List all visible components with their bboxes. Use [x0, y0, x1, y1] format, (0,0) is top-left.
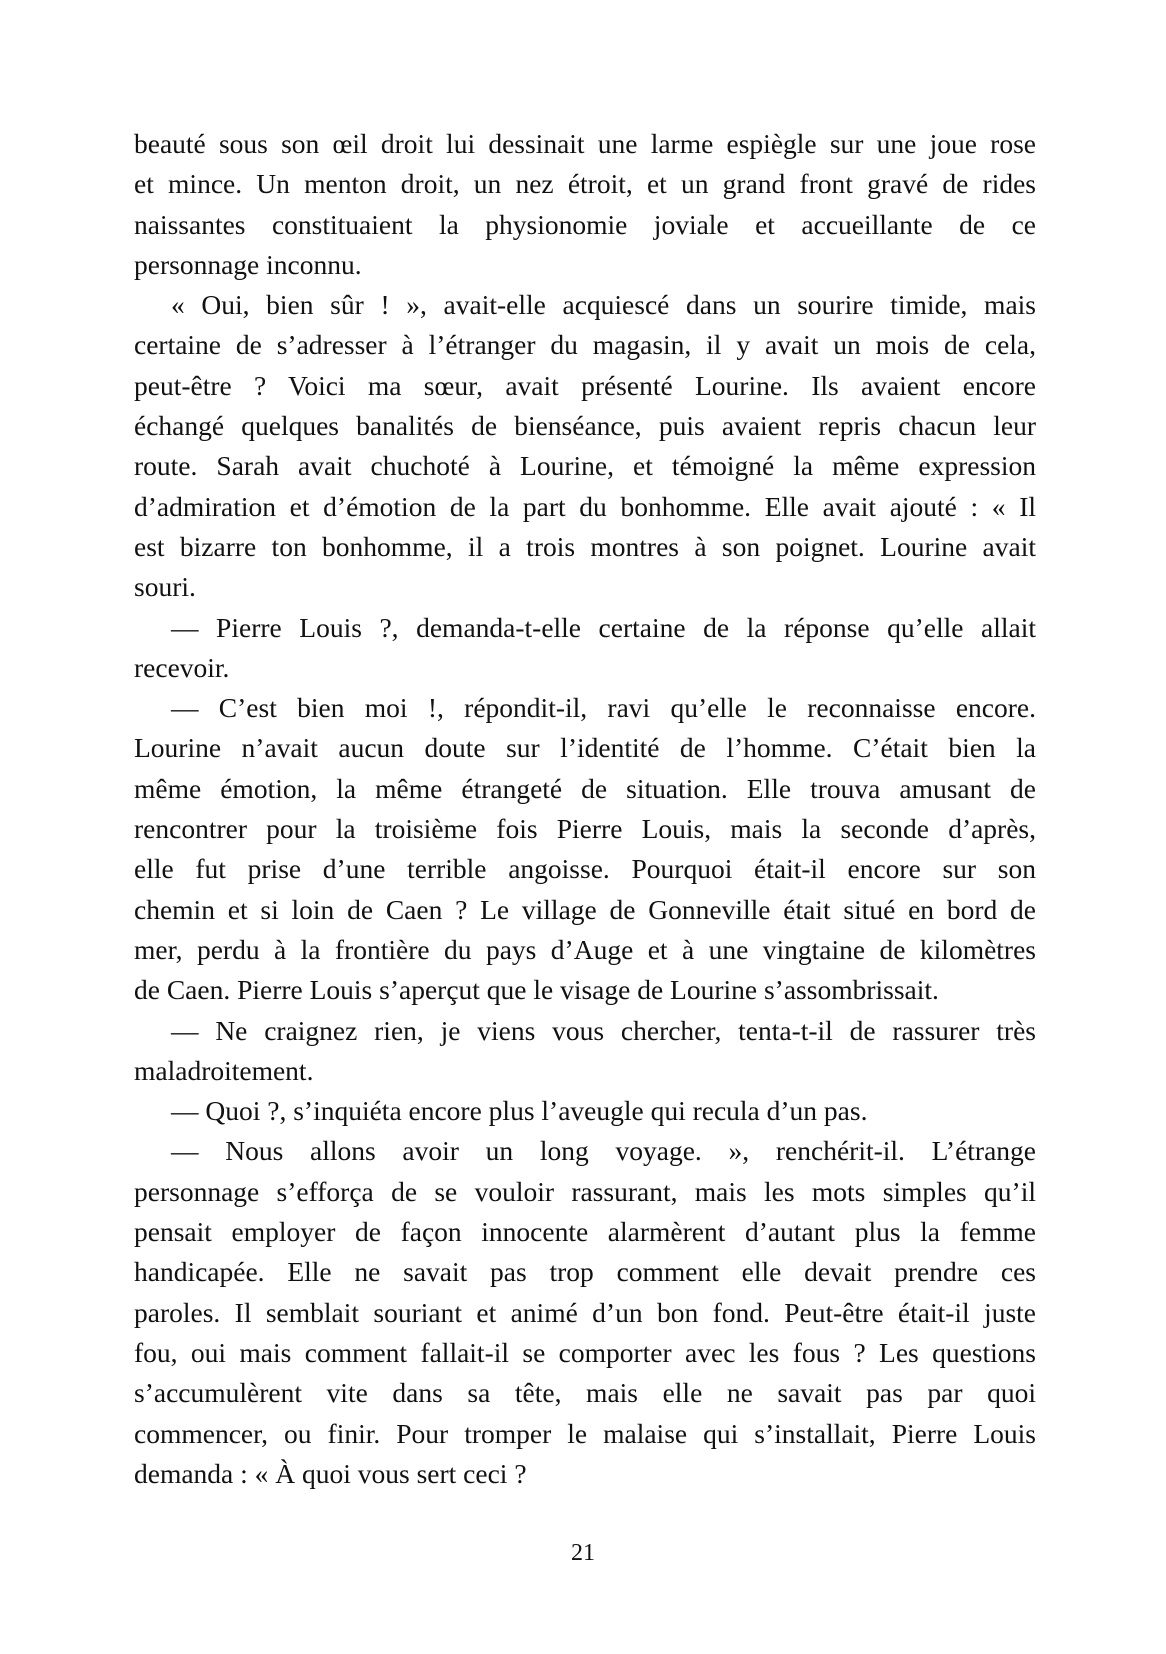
body-text [134, 124, 1036, 1494]
text-line: d’admiration et d’émotion de la part du bonhomme. Elle avait ajouté : « Il [134, 490, 1036, 522]
text-line: — Quoi ?, s’inquiéta encore plus l’aveugle qui recula d’un pas. [171, 1095, 868, 1127]
text-line: « Oui, bien sûr ! », avait-elle acquiescé dans un sourire timide, mais [171, 289, 1036, 321]
text-line: handicapée. Elle ne savait pas trop comment elle devait prendre ces [134, 1256, 1036, 1288]
text-line: échangé quelques banalités de bienséance, puis avaient repris chacun leur [134, 410, 1036, 442]
text-line: naissantes constituaient la physionomie joviale et accueillante de ce [134, 208, 1036, 240]
text-line: souri. [134, 571, 196, 603]
text-line: pensait employer de façon innocente alarmèrent d’autant plus la femme [134, 1216, 1036, 1248]
text-line: — C’est bien moi !, répondit-il, ravi qu’elle le reconnaisse encore. [171, 692, 1036, 724]
text-line: elle fut prise d’une terrible angoisse. Pourquoi était-il encore sur son [134, 853, 1036, 885]
text-line: personnage inconnu. [134, 248, 362, 280]
text-line: s’accumulèrent vite dans sa tête, mais elle ne savait pas par quoi [134, 1377, 1036, 1409]
text-line: et mince. Un menton droit, un nez étroit, et un grand front gravé de rides [134, 168, 1036, 200]
text-line: certaine de s’adresser à l’étranger du magasin, il y avait un mois de cela, [134, 329, 1036, 361]
text-line: est bizarre ton bonhomme, il a trois montres à son poignet. Lourine avait [134, 530, 1036, 562]
text-line: rencontrer pour la troisième fois Pierre Louis, mais la seconde d’après, [134, 813, 1036, 845]
text-line: paroles. Il semblait souriant et animé d’un bon fond. Peut-être était-il juste [134, 1296, 1036, 1328]
text-line: — Nous allons avoir un long voyage. », renchérit-il. L’étrange [171, 1135, 1036, 1167]
text-line: personnage s’efforça de se vouloir rassurant, mais les mots simples qu’il [134, 1175, 1036, 1207]
text-line: de Caen. Pierre Louis s’aperçut que le visage de Lourine s’assombrissait. [134, 974, 939, 1006]
text-line: — Pierre Louis ?, demanda-t-elle certaine de la réponse qu’elle allait [171, 611, 1036, 643]
text-line: fou, oui mais comment fallait-il se comporter avec les fous ? Les questions [134, 1336, 1036, 1368]
text-line: mer, perdu à la frontière du pays d’Auge et à une vingtaine de kilomètres [134, 933, 1036, 965]
text-line: même émotion, la même étrangeté de situation. Elle trouva amusant de [134, 772, 1036, 804]
page-number: 21 [571, 1540, 595, 1566]
text-line: — Ne craignez rien, je viens vous chercher, tenta-t-il de rassurer très [171, 1014, 1036, 1046]
text-line: chemin et si loin de Caen ? Le village de Gonneville était situé en bord de [134, 893, 1036, 925]
text-line: Lourine n’avait aucun doute sur l’identité de l’homme. C’était bien la [134, 732, 1036, 764]
text-line: recevoir. [134, 651, 230, 683]
text-line: maladroitement. [134, 1054, 314, 1086]
text-line: beauté sous son œil droit lui dessinait une larme espiègle sur une joue rose [134, 128, 1036, 159]
text-line: commencer, ou finir. Pour tromper le malaise qui s’installait, Pierre Louis [134, 1417, 1036, 1449]
text-line: route. Sarah avait chuchoté à Lourine, et témoigné la même expression [134, 450, 1036, 482]
text-line: demanda : « À quoi vous sert ceci ? [134, 1457, 527, 1489]
text-line: peut-être ? Voici ma sœur, avait présenté Lourine. Ils avaient encore [134, 369, 1036, 401]
